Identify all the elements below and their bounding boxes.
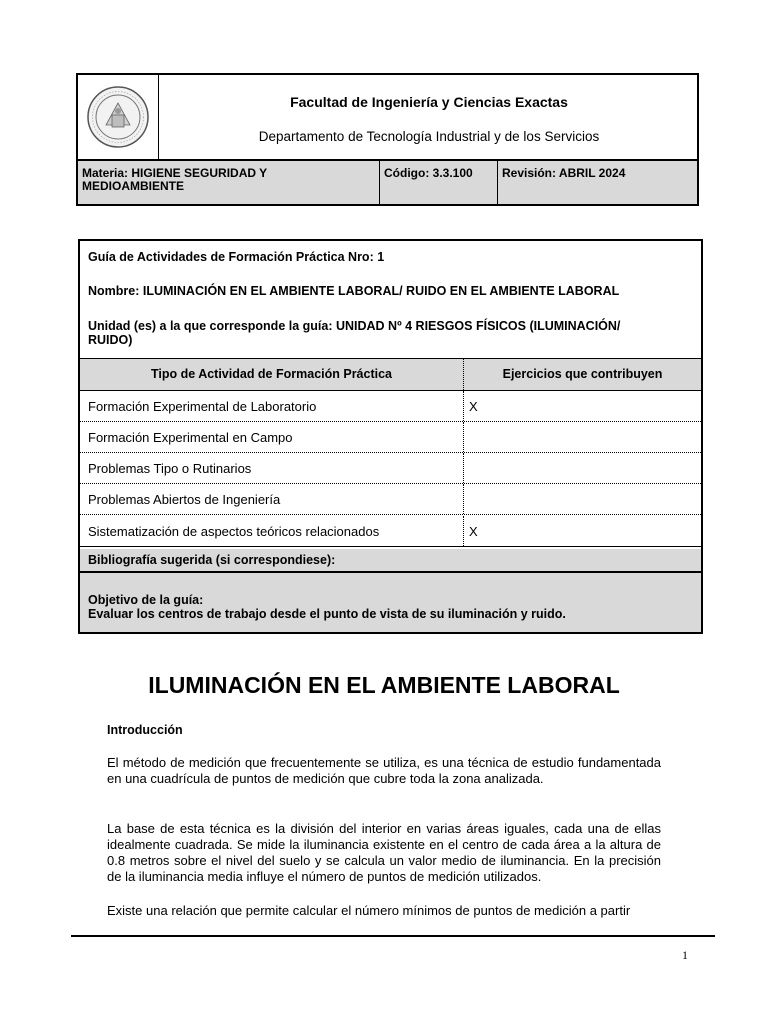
university-seal-icon bbox=[86, 85, 150, 149]
mark-cell: X bbox=[469, 524, 478, 539]
code-cell: Código: 3.3.100 bbox=[380, 161, 498, 204]
activity-cell: Problemas Tipo o Rutinarios bbox=[80, 453, 464, 483]
page-title: ILUMINACIÓN EN EL AMBIENTE LABORAL bbox=[148, 672, 620, 698]
paragraph: La base de esta técnica es la división del interior en varias áreas iguales, cada una de ellas idealmente cuadrada. Se mide la iluminancia existente en el centro de cada área a la altura de 0.8 metros sobre el nivel del suelo y se calcula un valor medio de iluminancia. En la precisión de la iluminancia media influye el número de puntos de medición utilizados. bbox=[107, 821, 661, 884]
page-number: 1 bbox=[682, 948, 688, 962]
logo-cell bbox=[78, 75, 159, 159]
revision-cell: Revisión: ABRIL 2024 bbox=[502, 166, 626, 180]
table-row bbox=[80, 484, 701, 515]
table-row bbox=[80, 391, 701, 422]
header-top-row bbox=[78, 75, 697, 161]
guide-unit bbox=[88, 319, 688, 347]
guide-name: Nombre: ILUMINACIÓN EN EL AMBIENTE LABORAL/ RUIDO EN EL AMBIENTE LABORAL bbox=[88, 284, 620, 298]
subject-cell bbox=[78, 161, 380, 204]
guide-unit-line1: Unidad (es) a la que corresponde la guía: UNIDAD Nº 4 RIESGOS FÍSICOS (ILUMINACIÓN/ bbox=[88, 319, 621, 333]
footer-rule bbox=[71, 935, 715, 937]
objective-text: Evaluar los centros de trabajo desde el punto de vista de su iluminación y ruido. bbox=[88, 607, 566, 621]
guide-number: Guía de Actividades de Formación Práctica Nro: 1 bbox=[88, 250, 385, 264]
table-column-headers bbox=[80, 359, 701, 391]
subject-line1: Materia: HIGIENE SEGURIDAD Y bbox=[82, 166, 268, 180]
subject-line2: MEDIOAMBIENTE bbox=[82, 179, 184, 193]
header-table bbox=[76, 73, 699, 206]
activity-cell: Sistematización de aspectos teóricos relacionados bbox=[80, 516, 464, 546]
header-info-row bbox=[78, 161, 697, 204]
faculty-title: Facultad de Ingeniería y Ciencias Exactas bbox=[290, 94, 568, 110]
activity-cell: Problemas Abiertos de Ingeniería bbox=[80, 484, 464, 514]
mark-cell bbox=[464, 422, 701, 452]
mark-cell: X bbox=[469, 399, 478, 414]
mark-cell bbox=[464, 453, 701, 483]
column-header-activity: Tipo de Actividad de Formación Práctica bbox=[80, 359, 464, 390]
bibliography-row: Bibliografía sugerida (si correspondiese): bbox=[80, 549, 701, 573]
objective-label: Objetivo de la guía: bbox=[88, 593, 204, 607]
guide-info bbox=[80, 241, 701, 359]
objective-block bbox=[80, 573, 701, 632]
column-header-exercises: Ejercicios que contribuyen bbox=[502, 367, 663, 381]
guide-unit-line2: RUIDO) bbox=[88, 333, 133, 347]
paragraph: Existe una relación que permite calcular el número mínimos de puntos de medición a partir bbox=[107, 903, 631, 918]
mark-cell bbox=[464, 484, 701, 514]
activity-table bbox=[78, 239, 703, 634]
table-row bbox=[80, 422, 701, 453]
table-row bbox=[80, 516, 701, 547]
activity-cell: Formación Experimental en Campo bbox=[80, 422, 464, 452]
department-title: Departamento de Tecnología Industrial y de los Servicios bbox=[258, 129, 600, 144]
paragraph: El método de medición que frecuentemente se utiliza, es una técnica de estudio fundamentada en una cuadrícula de puntos de medición que cubre toda la zona analizada. bbox=[107, 755, 661, 786]
table-row bbox=[80, 453, 701, 484]
section-heading: Introducción bbox=[107, 723, 183, 737]
activity-cell: Formación Experimental de Laboratorio bbox=[80, 391, 464, 421]
